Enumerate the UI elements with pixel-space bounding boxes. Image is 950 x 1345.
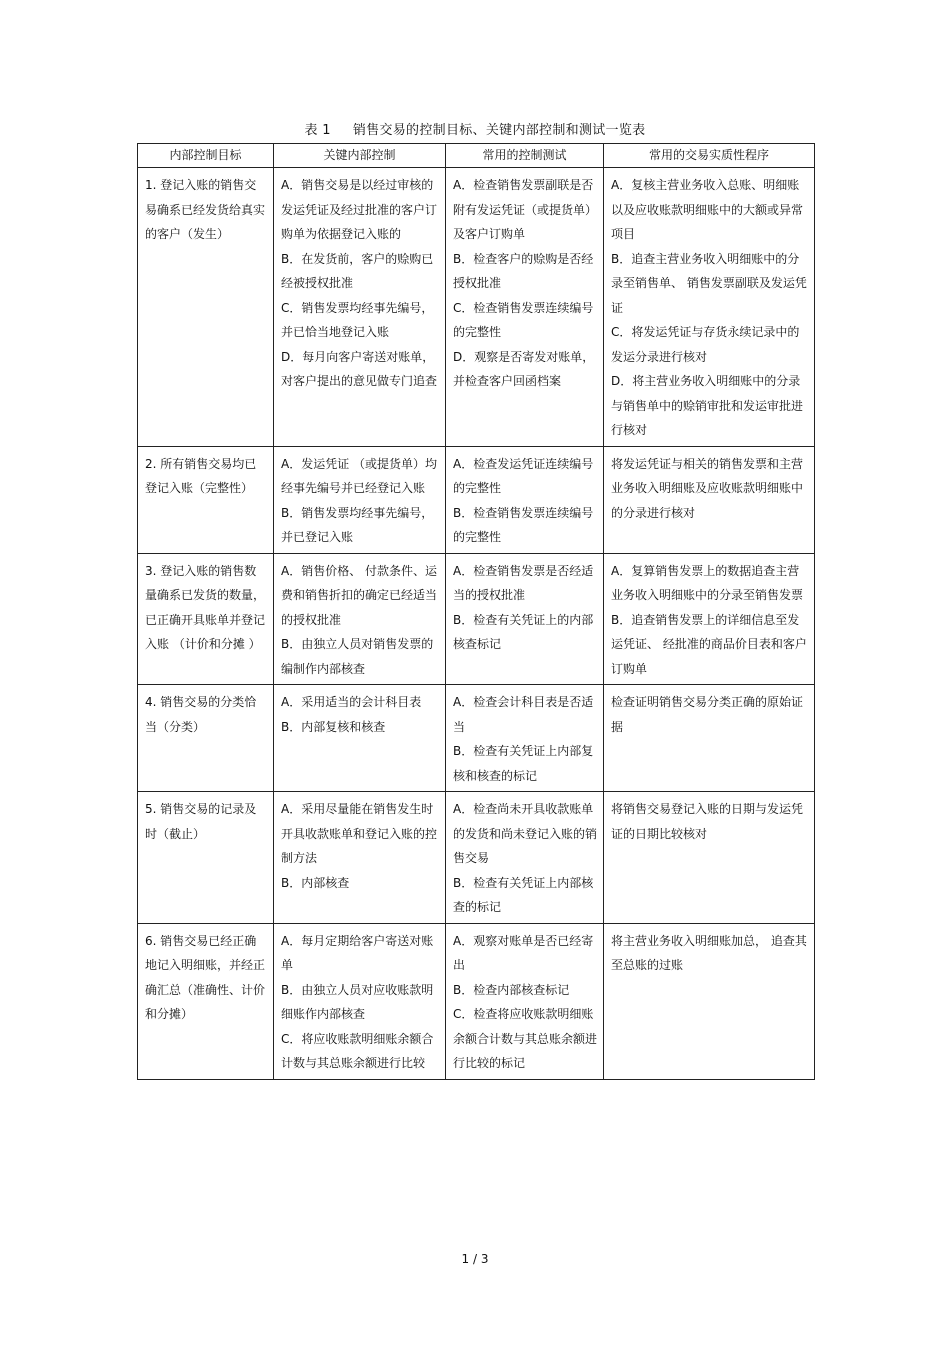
cell-paragraph: A．采用适当的会计科目表 [281, 695, 422, 709]
cell-paragraph: C．销售发票均经事先编号，并已恰当地登记入账 [281, 300, 434, 339]
table-body [138, 168, 815, 1080]
cell-paragraph: C．将应收账款明细账余额合计数与其总账余额进行比较 [281, 1031, 434, 1070]
test-cell [446, 923, 604, 1079]
page-number: 1 / 3 [461, 1252, 489, 1266]
cell-paragraph: A．检查发运凭证连续编号的完整性 [453, 456, 594, 495]
table-number: 表 1 [304, 123, 331, 138]
cell-paragraph: 3. 登记入账的销售数量确系已发货的数量，已正确开具账单并登记入账 （计价和分摊 ） [145, 563, 266, 651]
cell-paragraph: D．将主营业务收入明细账中的分录与销售单中的赊销审批和发运审批进行核对 [611, 374, 804, 437]
cell-paragraph: B．在发货前，客户的赊购已经被授权批准 [281, 251, 434, 290]
table-row [138, 792, 815, 924]
control-table [137, 143, 815, 1080]
table-row [138, 923, 815, 1079]
cell-paragraph: C．检查将应收账款明细账余额合计数与其总账余额进行比较的标记 [453, 1007, 598, 1070]
procedure-cell [604, 685, 815, 792]
cell-paragraph: B．检查有关凭证上内部核查的标记 [453, 875, 594, 914]
cell-paragraph: B．追查主营业务收入明细账中的分录至销售单、 销售发票副联及发运凭证 [611, 251, 807, 315]
cell-paragraph: A．检查会计科目表是否适当 [453, 695, 594, 734]
cell-paragraph: 4. 销售交易的分类恰当（分类） [145, 695, 257, 734]
cell-paragraph: 检查证明销售交易分类正确的原始证据 [611, 695, 804, 734]
table-row [138, 446, 815, 553]
cell-paragraph: 将发运凭证与相关的销售发票和主营业务收入明细账及应收账款明细账中的分录进行核对 [611, 456, 804, 520]
procedure-cell [604, 553, 815, 685]
cell-paragraph: A．发运凭证 （或提货单）均经事先编号并已经登记入账 [281, 456, 438, 495]
cell-paragraph: A．采用尽量能在销售发生时开具收款账单和登记入账的控制方法 [281, 802, 438, 865]
cell-paragraph: A．复算销售发票上的数据追查主营业务收入明细账中的分录至销售发票 [611, 563, 804, 602]
cell-paragraph: A．检查销售发票副联是否附有发运凭证（或提货单）及客户订购单 [453, 178, 598, 241]
objective-cell [138, 685, 274, 792]
control-cell [274, 792, 446, 924]
header-objective: 内部控制目标 [138, 144, 274, 168]
test-cell [446, 446, 604, 553]
objective-cell [138, 168, 274, 447]
cell-paragraph: 将销售交易登记入账的日期与发运凭证的日期比较核对 [611, 802, 804, 841]
control-cell [274, 923, 446, 1079]
control-cell [274, 168, 446, 447]
cell-paragraph: B．检查有关凭证上内部复核和核查的标记 [453, 744, 594, 783]
objective-cell [138, 553, 274, 685]
table-title [0, 119, 950, 138]
cell-paragraph: C．检查销售发票连续编号的完整性 [453, 300, 594, 339]
header-tests: 常用的控制测试 [446, 144, 604, 168]
cell-paragraph: A．复核主营业务收入总账、明细账以及应收账款明细账中的大额或异常项目 [611, 178, 804, 241]
test-cell [446, 792, 604, 924]
control-cell [274, 446, 446, 553]
cell-paragraph: D．观察是否寄发对账单，并检查客户回函档案 [453, 349, 595, 388]
cell-paragraph: B．销售发票均经事先编号，并已登记入账 [281, 505, 434, 544]
cell-paragraph: B．检查客户的赊购是否经授权批准 [453, 251, 594, 290]
cell-paragraph: B．内部复核和核查 [281, 719, 386, 734]
cell-paragraph: D．每月向客户寄送对账单，对客户提出的意见做专门追查 [281, 349, 438, 388]
header-procedures: 常用的交易实质性程序 [604, 144, 815, 168]
cell-paragraph: B．检查内部核查标记 [453, 982, 570, 997]
procedure-cell [604, 792, 815, 924]
header-row [138, 144, 815, 168]
control-cell [274, 553, 446, 685]
cell-paragraph: 2. 所有销售交易均已登记入账（完整性） [145, 456, 257, 495]
cell-paragraph: B．检查有关凭证上的内部核查标记 [453, 612, 594, 651]
table-row [138, 168, 815, 447]
cell-paragraph: A．每月定期给客户寄送对账单 [281, 933, 434, 972]
cell-paragraph: 1. 登记入账的销售交易确系已经发货给真实的客户（发生） [145, 178, 266, 241]
cell-paragraph: 5. 销售交易的记录及时（截止） [145, 802, 257, 841]
table-row [138, 685, 815, 792]
cell-paragraph: 将主营业务收入明细账加总， 追查其至总账的过账 [611, 933, 807, 972]
procedure-cell [604, 168, 815, 447]
header-controls: 关键内部控制 [274, 144, 446, 168]
cell-paragraph: A．观察对账单是否已经寄出 [453, 933, 594, 972]
table-title-text: 销售交易的控制目标、关键内部控制和测试一览表 [352, 123, 646, 138]
cell-paragraph: B．内部核查 [281, 875, 350, 890]
cell-paragraph: A．检查尚未开具收款账单的发货和尚未登记入账的销售交易 [453, 802, 598, 865]
cell-paragraph: 6. 销售交易已经正确地记入明细账，并经正确汇总（准确性、计价和分摊） [145, 933, 266, 1021]
cell-paragraph: C．将发运凭证与存货永续记录中的发运分录进行核对 [611, 325, 800, 364]
control-cell [274, 685, 446, 792]
cell-paragraph: B．由独立人员对应收账款明细账作内部核查 [281, 982, 434, 1021]
cell-paragraph: B．由独立人员对销售发票的编制作内部核查 [281, 637, 434, 676]
test-cell [446, 685, 604, 792]
objective-cell [138, 923, 274, 1079]
cell-paragraph: A．销售价格、 付款条件、运费和销售折扣的确定已经适当的授权批准 [281, 563, 438, 627]
test-cell [446, 553, 604, 685]
table-row [138, 553, 815, 685]
cell-paragraph: A．销售交易是以经过审核的发运凭证及经过批准的客户订购单为依据登记入账的 [281, 178, 438, 241]
objective-cell [138, 446, 274, 553]
test-cell [446, 168, 604, 447]
procedure-cell [604, 923, 815, 1079]
procedure-cell [604, 446, 815, 553]
cell-paragraph: A．检查销售发票是否经适当的授权批准 [453, 563, 594, 602]
objective-cell [138, 792, 274, 924]
cell-paragraph: B．追查销售发票上的详细信息至发运凭证、 经批准的商品价目表和客户订购单 [611, 612, 807, 676]
cell-paragraph: B．检查销售发票连续编号的完整性 [453, 505, 594, 544]
